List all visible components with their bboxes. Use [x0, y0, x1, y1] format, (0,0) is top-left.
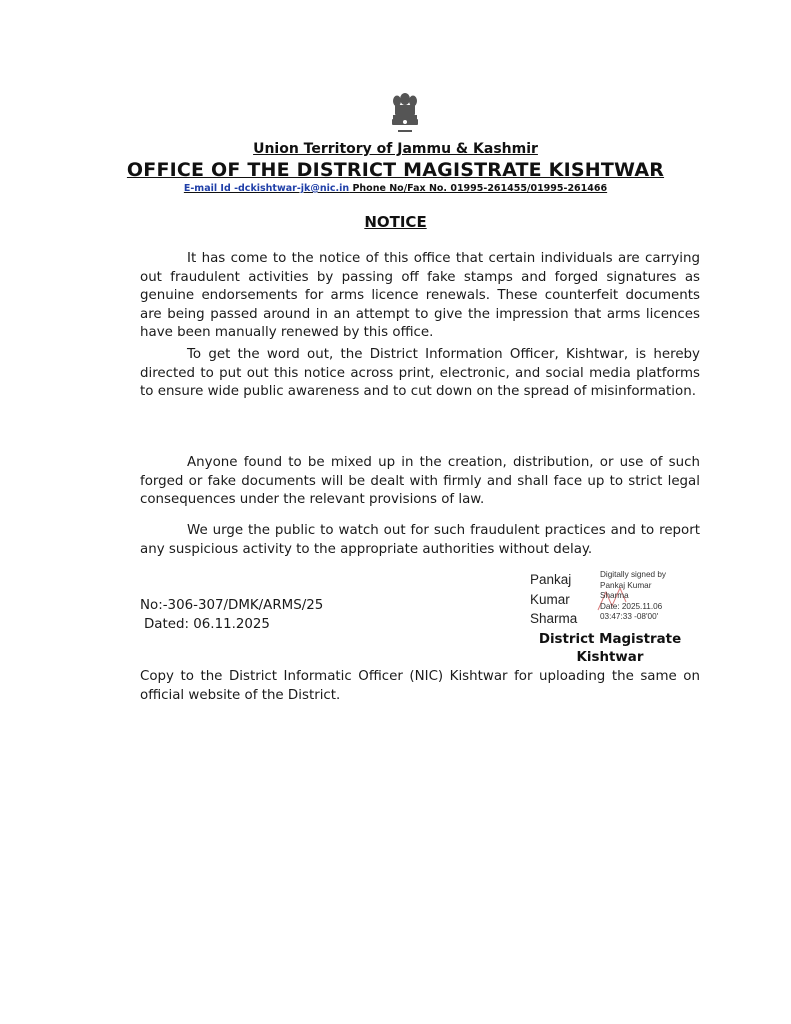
- notice-paragraph-2: To get the word out, the District Information Officer, Kishtwar, is hereby directed to put out this notice across print, electronic, and social media platforms to ensure wide public awareness and to cut down on the spread of misinformation.: [140, 347, 700, 399]
- reference-number: No:-306-307/DMK/ARMS/25: [140, 598, 324, 613]
- signatory-name-line: Kumar: [530, 591, 570, 607]
- stamp-line: 03:47:33 -08'00': [600, 612, 659, 621]
- signatory-name-line: Pankaj: [530, 572, 572, 587]
- stamp-line: Digitally signed by: [600, 570, 666, 579]
- notice-paragraph-3: Anyone found to be mixed up in the creation, distribution, or use of such forged or fake documents will be dealt with firmly and shall face up to strict legal consequences under the relevant provisions of law.: [140, 455, 700, 507]
- digital-signature-stamp: [600, 570, 700, 623]
- contact-line: [0, 183, 791, 194]
- designation-place: Kishtwar: [576, 650, 644, 665]
- stamp-line: Date: 2025.11.06: [600, 601, 663, 611]
- signatory-designation: [530, 631, 690, 667]
- signatory-name: [530, 570, 577, 629]
- notice-paragraph-4: We urge the public to watch out for such fraudulent practices and to report any suspicious activity to the appropriate authorities without delay.: [140, 523, 700, 557]
- copy-to-note: Copy to the District Informatic Officer (NIC) Kishtwar for uploading the same on official website of the District.: [140, 669, 700, 703]
- contact-email-link[interactable]: E-mail Id -dckishtwar-jk@nic.in: [183, 183, 350, 194]
- reference-block: [140, 596, 323, 634]
- notice-paragraph-1: It has come to the notice of this office that certain individuals are carrying out fraudulent activities by passing off fake stamps and forged signatures as genuine endorsements for arms licence renewals. These counterfeit documents are being passed around in an attempt to give the impression that arms licences have been manually renewed by this office.: [140, 251, 700, 340]
- state-emblem-icon: [386, 90, 424, 138]
- notice-title: NOTICE: [364, 213, 427, 231]
- signatory-name-line: Sharma: [530, 611, 578, 626]
- reference-date: Dated: 06.11.2025: [144, 617, 270, 632]
- territory-heading: Union Territory of Jammu & Kashmir: [253, 141, 538, 157]
- stamp-line: Sharma: [600, 591, 629, 600]
- contact-phone: Phone No/Fax No. 01995-261455/01995-261466: [349, 183, 608, 194]
- stamp-line: Pankaj Kumar: [600, 580, 652, 590]
- designation-title: District Magistrate: [538, 632, 682, 647]
- office-heading: OFFICE OF THE DISTRICT MAGISTRATE KISHTWAR: [126, 159, 665, 181]
